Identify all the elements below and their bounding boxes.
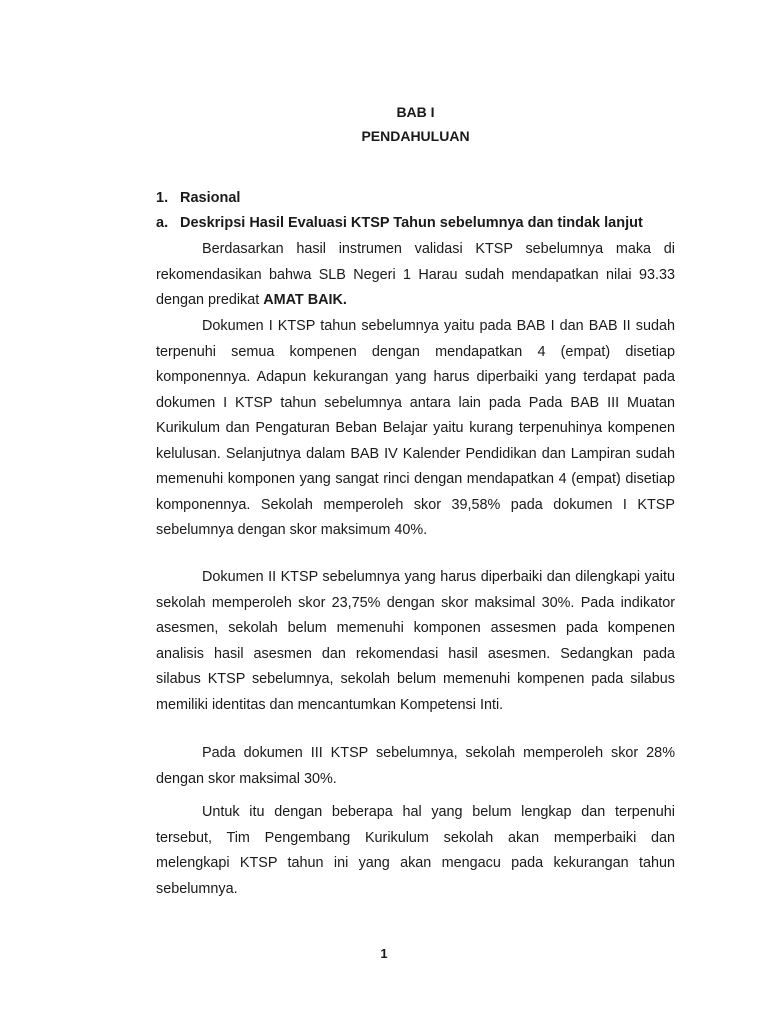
paragraph-3: Dokumen II KTSP sebelumnya yang harus diperbaiki dan dilengkapi yaitu sekolah memperoleh skor 23,75% dengan skor maksimal 30%. Pada indikator asesmen, sekolah belum memenuhi komponen assesmen pada kompenen analisis hasil asesmen dan rekomendasi hasil asesmen. Sedangkan pada silabus KTSP sebelumnya, sekolah belum memenuhi kompenen pada silabus memiliki identitas dan mencantumkan Kompetensi Inti.	[156, 569, 675, 713]
section-heading	[156, 190, 240, 206]
page-number: 1	[380, 946, 388, 961]
paragraph-4: Pada dokumen III KTSP sebelumnya, sekolah memperoleh skor 28% dengan skor maksimal 30%.	[156, 745, 675, 787]
chapter-title: PENDAHULUAN	[361, 128, 470, 144]
subsection-number: a.	[156, 215, 169, 231]
paragraph-5: Untuk itu dengan beberapa hal yang belum lengkap dan terpenuhi tersebut, Tim Pengembang Kurikulum sekolah akan memperbaiki dan melengkapi KTSP tahun ini yang akan mengacu pada kekurangan tahun sebelumnya.	[156, 804, 675, 897]
paragraph-1-text: Berdasarkan hasil instrumen validasi KTSP sebelumnya maka di rekomendasikan bahwa SLB Negeri 1 Harau sudah mendapatkan nilai 93.33 dengan predikat	[156, 241, 675, 308]
paragraph-1	[156, 237, 675, 314]
chapter-heading: BAB I	[396, 104, 435, 120]
subsection-heading	[156, 215, 643, 231]
subsection-label: Deskripsi Hasil Evaluasi KTSP Tahun sebelumnya dan tindak lanjut	[180, 215, 643, 231]
section-label: Rasional	[180, 190, 241, 206]
section-number: 1.	[156, 190, 169, 206]
paragraph-2: Dokumen I KTSP tahun sebelumnya yaitu pada BAB I dan BAB II sudah terpenuhi semua kompenen dengan mendapatkan 4 (empat) disetiap komponennya. Adapun kekurangan yang harus diperbaiki yang terdapat pada dokumen I KTSP tahun sebelumnya antara lain pada Pada BAB III Muatan Kurikulum dan Pengaturan Beban Belajar yaitu kurang terpenuhinya kompenen kelulusan. Selanjutnya dalam BAB IV Kalender Pendidikan dan Lampiran sudah memenuhi komponen yang sangat rinci dengan mendapatkan 4 (empat) disetiap komponennya. Sekolah memperoleh skor 39,58% pada dokumen I KTSP sebelumnya dengan skor maksimum 40%.	[156, 318, 675, 538]
predicate-text: AMAT BAIK.	[263, 292, 347, 308]
